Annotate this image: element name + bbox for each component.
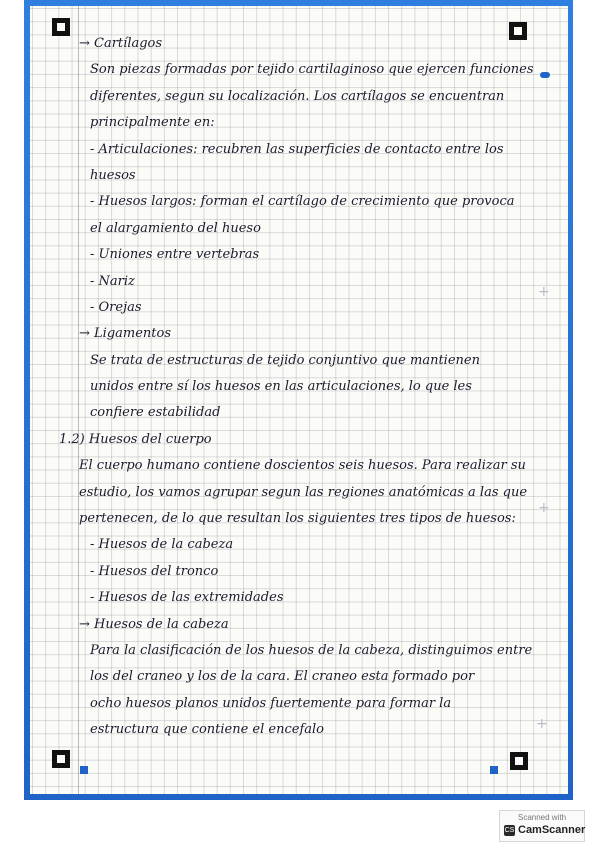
corner-marker-bottom-right <box>510 752 528 770</box>
note-line: - Orejas <box>90 299 142 315</box>
note-line: El cuerpo humano contiene doscientos seis huesos. Para realizar su <box>79 458 526 474</box>
note-line: pertenecen, de lo que resultan los siguientes tres tipos de huesos: <box>79 511 516 527</box>
page-dot-right <box>490 766 498 774</box>
faint-mark: + <box>538 284 550 300</box>
note-line: unidos entre sí los huesos en las articulaciones, lo que les <box>90 379 472 395</box>
faint-mark: + <box>536 716 548 732</box>
note-line: - Articulaciones: recubren las superficies de contacto entre los <box>90 141 504 157</box>
note-line: el alargamiento del hueso <box>90 220 261 236</box>
section-heading: 1.2) Huesos del cuerpo <box>59 431 212 447</box>
heading-cartilagos: → Cartílagos <box>79 36 163 51</box>
note-line: - Huesos del tronco <box>90 563 219 579</box>
note-line: ocho huesos planos unidos fuertemente para formar la <box>90 695 452 711</box>
handwritten-notes <box>59 31 549 744</box>
faint-mark: + <box>538 500 550 516</box>
corner-marker-top-left <box>52 18 70 36</box>
camscanner-watermark <box>499 810 585 842</box>
note-line: principalmente en: <box>90 115 215 131</box>
camscanner-logo-icon: CS <box>504 827 515 834</box>
heading-ligamentos: → Ligamentos <box>79 326 172 342</box>
scanned-with-label: Scanned with <box>517 813 567 822</box>
note-line: Para la clasificación de los huesos de la cabeza, distinguimos entre <box>90 642 533 658</box>
note-line: Se trata de estructuras de tejido conjuntivo que mantienen <box>90 352 480 368</box>
note-line: - Nariz <box>90 273 135 289</box>
note-line: huesos <box>90 167 136 183</box>
camscanner-brand: CamScanner <box>518 824 586 836</box>
note-line: - Huesos de la cabeza <box>90 537 234 553</box>
note-line: estudio, los vamos agrupar segun las regiones anatómicas a las que <box>79 484 528 500</box>
note-line: diferentes, segun su localización. Los cartílagos se encuentran <box>90 88 505 104</box>
note-line: confiere estabilidad <box>90 405 221 421</box>
note-line: Son piezas formadas por tejido cartilaginoso que ejercen funciones <box>90 62 534 78</box>
note-line: - Huesos largos: forman el cartílago de crecimiento que provoca <box>90 194 515 210</box>
heading-huesos-cabeza: → Huesos de la cabeza <box>79 616 229 632</box>
note-line: - Uniones entre vertebras <box>90 247 260 263</box>
page-dot-left <box>80 766 88 774</box>
note-line: los del craneo y los de la cara. El craneo esta formado por <box>90 669 475 685</box>
notebook-page <box>30 6 568 794</box>
note-line: estructura que contiene el encefalo <box>90 722 324 738</box>
corner-marker-bottom-left <box>52 750 70 768</box>
note-line: - Huesos de las extremidades <box>90 590 284 606</box>
